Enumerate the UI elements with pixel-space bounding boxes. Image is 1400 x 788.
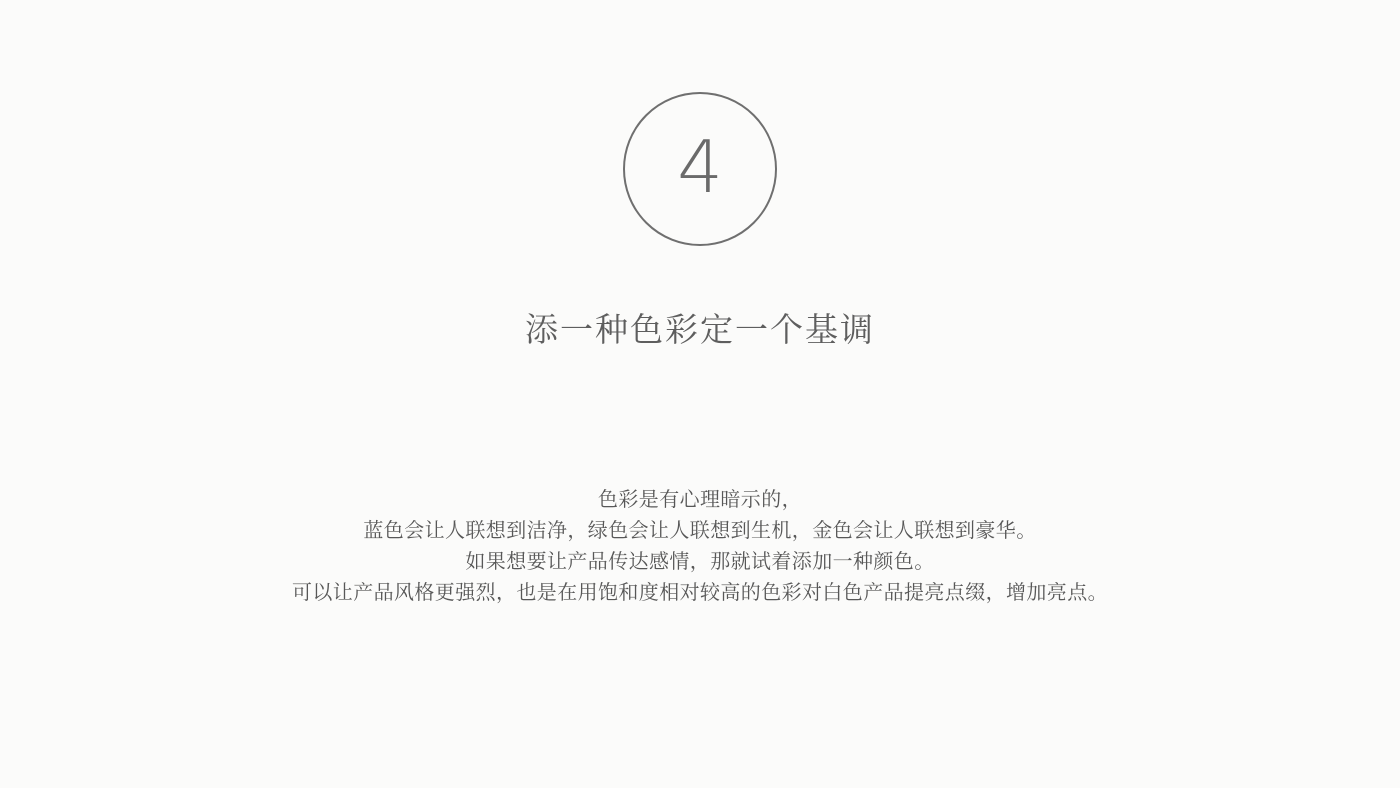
page-title: 添一种色彩定一个基调 <box>525 311 875 348</box>
section-number-badge <box>623 92 777 246</box>
section-number: 4 <box>677 125 723 209</box>
body-line-2: 蓝色会让人联想到洁净，绿色会让人联想到生机，金色会让人联想到豪华。 <box>363 520 1037 543</box>
body-copy <box>292 485 1108 609</box>
body-line-3: 如果想要让产品传达感情，那就试着添加一种颜色。 <box>465 551 935 574</box>
body-line-4: 可以让产品风格更强烈，也是在用饱和度相对较高的色彩对白色产品提亮点缀，增加亮点。 <box>292 582 1108 605</box>
body-line-1: 色彩是有心理暗示的， <box>598 489 802 512</box>
